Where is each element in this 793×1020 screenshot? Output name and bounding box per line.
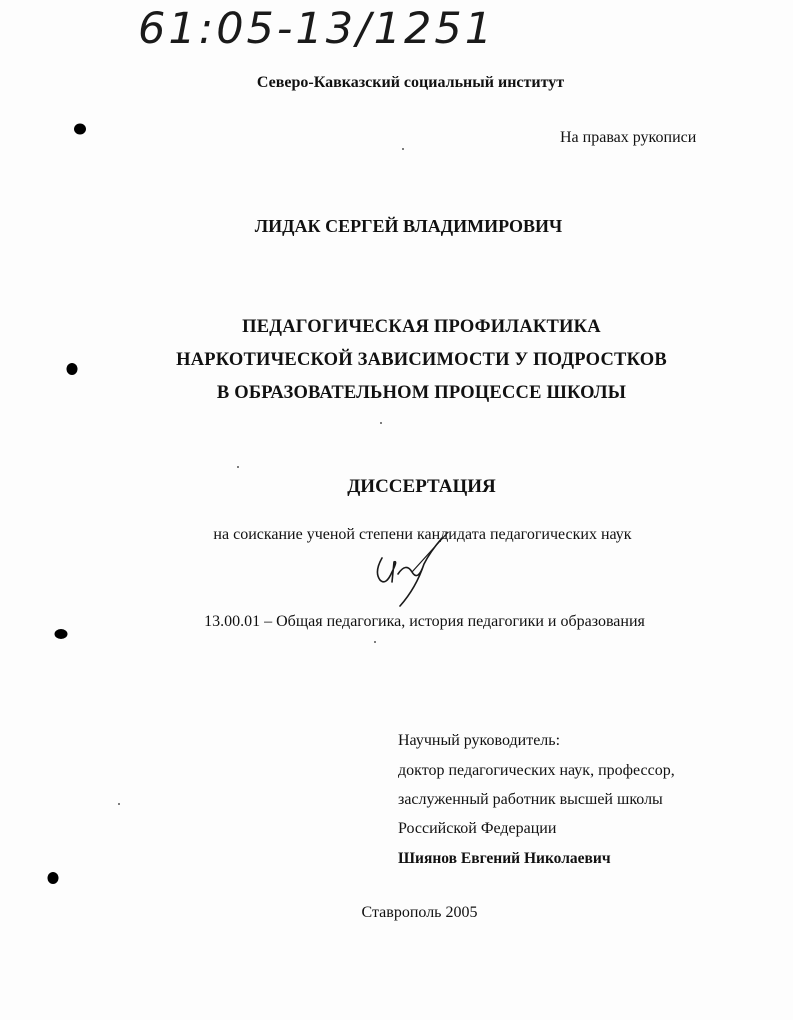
- thesis-title-line-1: ПЕДАГОГИЧЕСКАЯ ПРОФИЛАКТИКА: [242, 317, 601, 337]
- document-type: ДИССЕРТАЦИЯ: [347, 476, 496, 497]
- scan-speck: [380, 422, 382, 424]
- thesis-title-line-3: В ОБРАЗОВАТЕЛЬНОМ ПРОЦЕССЕ ШКОЛЫ: [216, 383, 627, 403]
- punch-hole: [52, 627, 70, 641]
- scan-speck: [374, 641, 376, 643]
- handwritten-catalog-code: 61:05-13/1251: [138, 4, 496, 54]
- scan-speck: [237, 466, 239, 468]
- punch-hole: [45, 870, 61, 886]
- supervisor-label: Научный руководитель:: [398, 732, 561, 749]
- supervisor-degree: доктор педагогических наук, профессор,: [398, 762, 675, 779]
- author-name: ЛИДАК СЕРГЕЙ ВЛАДИМИРОВИЧ: [254, 216, 563, 236]
- supervisor-honor-line-2: Российской Федерации: [398, 820, 557, 837]
- supervisor-name: Шиянов Евгений Николаевич: [398, 850, 611, 867]
- punch-hole: [72, 121, 88, 137]
- institute-name: Северо-Кавказский социальный институт: [256, 74, 565, 91]
- manuscript-rights-note: На правах рукописи: [560, 129, 697, 146]
- place-and-year: Ставрополь 2005: [361, 904, 478, 921]
- scan-speck: [402, 148, 404, 150]
- supervisor-honor-line-1: заслуженный работник высшей школы: [398, 791, 663, 808]
- specialty-line: 13.00.01 – Общая педагогика, история педагогики и образования: [204, 613, 645, 630]
- degree-line: на соискание ученой степени кандидата педагогических наук: [213, 526, 632, 543]
- thesis-title-line-2: НАРКОТИЧЕСКОЙ ЗАВИСИМОСТИ У ПОДРОСТКОВ: [176, 350, 667, 370]
- punch-hole: [64, 361, 80, 377]
- signature-scribble: [372, 532, 462, 612]
- scan-speck: [118, 803, 120, 805]
